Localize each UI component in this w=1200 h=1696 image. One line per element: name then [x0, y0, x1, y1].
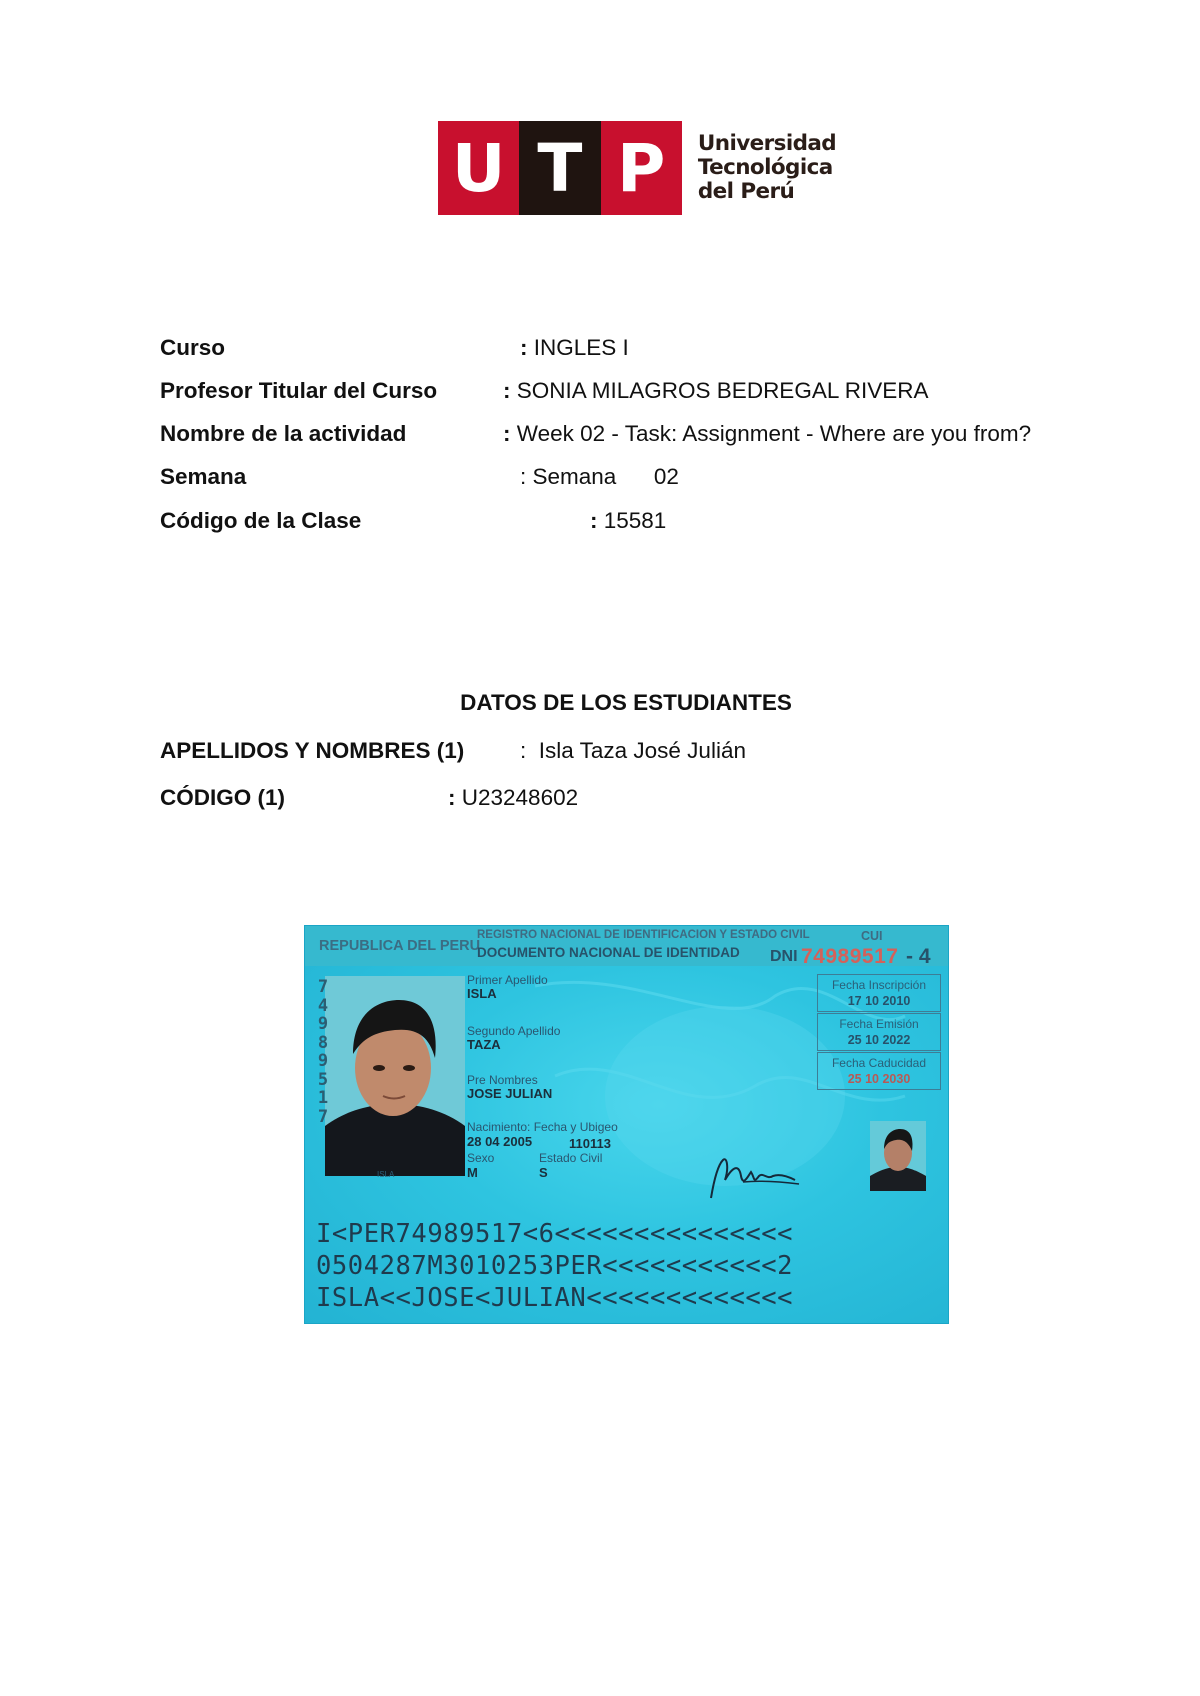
sexo-label: Sexo: [467, 1151, 495, 1165]
nacimiento-label: Nacimiento: Fecha y Ubigeo: [467, 1120, 618, 1134]
week-row: [160, 464, 1120, 494]
mrz-line-1: I<PER74989517<6<<<<<<<<<<<<<<<: [316, 1219, 794, 1249]
class-code-value: : 15581: [590, 508, 667, 533]
fecha-nacimiento-value: 28 04 2005: [467, 1134, 533, 1149]
pre-nombres-value: JOSE JULIAN: [467, 1086, 553, 1101]
logo-letter-t: T: [519, 121, 600, 215]
fecha-caducidad-value: 25 10 2030: [847, 1072, 911, 1086]
primer-apellido-value: ISLA: [467, 986, 497, 1001]
professor-value: : SONIA MILAGROS BEDREGAL RIVERA: [503, 378, 929, 403]
primer-apellido-label: Primer Apellido: [467, 973, 548, 987]
segundo-apellido-value: TAZA: [467, 1037, 501, 1052]
mrz-line-2: 0504287M3010253PER<<<<<<<<<<<2: [316, 1251, 794, 1281]
utp-logo-mark: [438, 121, 682, 215]
dni-check-digit: - 4: [906, 945, 931, 968]
mrz-line-3: ISLA<<JOSE<JULIAN<<<<<<<<<<<<<: [316, 1283, 794, 1313]
class-code-row: [160, 508, 1120, 538]
university-name-line-1: Universidad: [697, 131, 837, 156]
dni-number: 74989517: [801, 945, 899, 968]
dni-card-image: [305, 926, 948, 1323]
logo-letter-p: P: [601, 121, 682, 215]
week-label: Semana: [160, 464, 247, 489]
student-names-value: : Isla Taza José Julián: [520, 738, 746, 763]
course-value: : INGLES I: [520, 335, 629, 360]
fecha-inscripcion-label: Fecha Inscripción: [831, 978, 927, 992]
fecha-inscripcion-box: [817, 974, 941, 1012]
week-value: : Semana 02: [520, 464, 679, 489]
fecha-inscripcion-value: 17 10 2010: [847, 994, 911, 1008]
student-code-row: [160, 785, 1120, 815]
class-code-label: Código de la Clase: [160, 508, 362, 533]
sexo-value: M: [467, 1165, 478, 1180]
fecha-emision-value: 25 10 2022: [847, 1033, 911, 1047]
student-names-label: APELLIDOS Y NOMBRES (1): [160, 738, 465, 763]
activity-label: Nombre de la actividad: [160, 421, 407, 446]
professor-row: [160, 378, 1120, 408]
activity-value: : Week 02 - Task: Assignment - Where are you from?: [503, 421, 1032, 446]
logo-letter-u: U: [438, 121, 519, 215]
fecha-emision-label: Fecha Emisión: [839, 1017, 919, 1031]
dni-ghost-photo: [870, 1121, 926, 1191]
ubigeo-value: 110113: [569, 1136, 611, 1151]
course-row: [160, 335, 1120, 365]
dni-photo: [325, 976, 465, 1176]
university-name-line-2: Tecnológica: [697, 155, 833, 180]
university-name-line-3: del Perú: [697, 179, 795, 204]
course-label: Curso: [160, 335, 226, 360]
student-code-value: : U23248602: [448, 785, 579, 810]
estado-civil-value: S: [539, 1165, 548, 1180]
university-name: [698, 121, 836, 215]
fecha-caducidad-label: Fecha Caducidad: [831, 1056, 927, 1070]
segundo-apellido-label: Segundo Apellido: [467, 1024, 561, 1038]
dni-photo-caption: ISLA: [377, 1170, 395, 1179]
student-names-row: [160, 738, 1120, 768]
dni-cui-label: CUI: [861, 929, 883, 943]
utp-logo: [438, 121, 837, 215]
pre-nombres-label: Pre Nombres: [467, 1073, 538, 1087]
student-code-label: CÓDIGO (1): [160, 785, 286, 810]
dni-document-title: DOCUMENTO NACIONAL DE IDENTIDAD: [477, 945, 740, 960]
dni-country: REPUBLICA DEL PERU: [319, 938, 481, 954]
dni-label: DNI: [770, 948, 798, 965]
fecha-emision-box: [817, 1013, 941, 1051]
dni-registry: REGISTRO NACIONAL DE IDENTIFICACION Y ESTADO CIVIL: [477, 929, 810, 941]
activity-row: [160, 421, 1120, 451]
fecha-caducidad-box: [817, 1052, 941, 1090]
professor-label: Profesor Titular del Curso: [160, 378, 438, 403]
dni-vertical-number: 7 4 9 8 9 5 1 7: [317, 977, 329, 1127]
students-title: DATOS DE LOS ESTUDIANTES: [460, 690, 792, 715]
dni-signature: [703, 1146, 803, 1206]
estado-civil-label: Estado Civil: [539, 1151, 603, 1165]
